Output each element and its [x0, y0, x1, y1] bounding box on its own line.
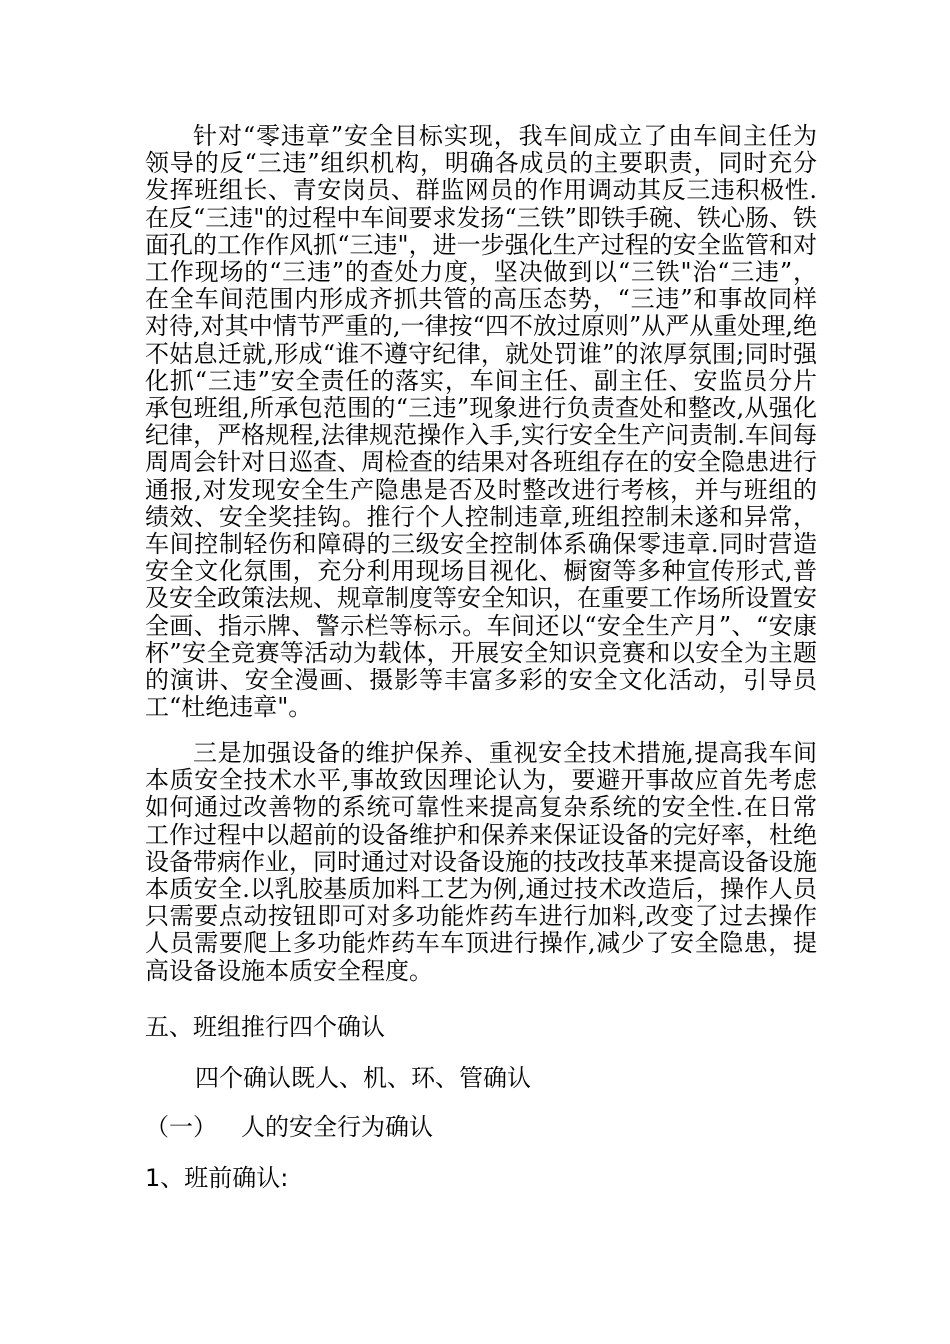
- body-paragraph-equipment-maintenance: 三是加强设备的维护保养、重视安全技术措施,提高我车间本质安全技术水平,事故致因理论认为，要避开事故应首先考虑如何通过改善物的系统可靠性来提高复杂系统的安全性.在日常工作过程中以超前的设备维护和保养来保证设备的完好率，杜绝设备带病作业，同时通过对设备设施的技改技革来提高设备设施本质安全.以乳胶基质加料工艺为例,通过技术改造后，操作人员只需要点动按钮即可对多功能炸药车进行加料,改变了过去操作人员需要爬上多功能炸药车车顶进行操作,减少了安全隐患，提高设备设施本质安全程度。: [145, 739, 817, 985]
- subsection-heading: [145, 1112, 433, 1142]
- body-paragraph-anti-violation: 针对“零违章”安全目标实现，我车间成立了由车间主任为领导的反“三违”组织机构，明确各成员的主要职责，同时充分发挥班组长、青安岗员、群监网员的作用调动其反三违积极性.在反“三违"的过程中车间要求发扬“三铁”即铁手碗、铁心肠、铁面孔的工作作风抓“三违"，进一步强化生产过程的安全监管和对工作现场的“三违”的查处力度，坚决做到以“三铁"治“三违”，在全车间范围内形成齐抓共管的高压态势，“三违”和事故同样对待,对其中情节严重的,一律按“四不放过原则”从严从重处理,绝不姑息迁就,形成“谁不遵守纪律，就处罚谁”的浓厚氛围;同时强化抓“三违”安全责任的落实，车间主任、副主任、安监员分片承包班组,所承包范围的“三违”现象进行负责查处和整改,从强化纪律，严格规程,法律规范操作入手,实行安全生产问责制.车间每周周会针对日巡查、周检查的结果对各班组存在的安全隐患进行通报,对发现安全生产隐患是否及时整改进行考核，并与班组的绩效、安全奖挂钩。推行个人控制违章,班组控制未遂和异常，车间控制轻伤和障碍的三级安全控制体系确保零违章.同时营造安全文化氛围，充分利用现场目视化、橱窗等多种宣传形式,普及安全政策法规、规章制度等安全知识，在重要工作场所设置安全画、指示牌、警示栏等标示。车间还以“安全生产月”、“安康杯”安全竞赛等活动为载体，开展安全知识竞赛和以安全为主题的演讲、安全漫画、摄影等丰富多彩的安全文化活动，引导员工“杜绝违章"。: [145, 122, 817, 722]
- subsection-number: （一）: [145, 1113, 217, 1141]
- list-item-heading: 1、班前确认:: [145, 1164, 289, 1192]
- subsection-title: 人的安全行为确认: [241, 1113, 433, 1141]
- section-intro: 四个确认既人、机、环、管确认: [195, 1064, 531, 1092]
- section-heading: 五、班组推行四个确认: [145, 1013, 385, 1041]
